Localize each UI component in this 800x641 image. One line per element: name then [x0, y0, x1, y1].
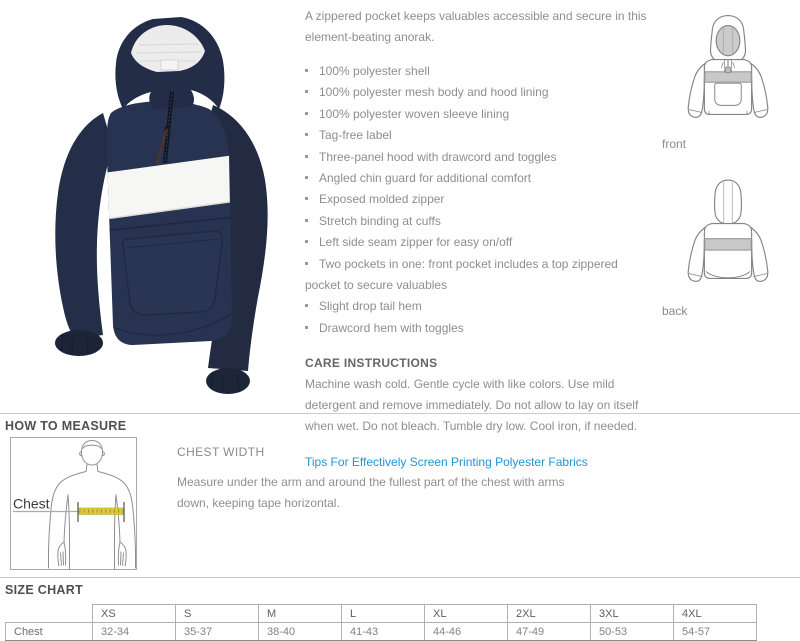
chest-measurement-row: [6, 623, 757, 641]
screen-printing-tips-link[interactable]: Tips For Effectively Screen Printing Polyester Fabrics: [305, 455, 588, 470]
chest-value: 38-40: [259, 623, 342, 641]
measure-figure-box: [10, 437, 137, 570]
feature-item: Angled chin guard for additional comfort: [305, 168, 652, 189]
size-column-header: S: [176, 605, 259, 623]
size-column-header: 3XL: [591, 605, 674, 623]
section-divider: [0, 413, 800, 414]
feature-item: 100% polyester mesh body and hood lining: [305, 82, 652, 103]
size-column-header: 2XL: [508, 605, 591, 623]
how-to-measure-heading: HOW TO MEASURE: [5, 419, 127, 433]
feature-item: Exposed molded zipper: [305, 189, 652, 210]
care-instructions-heading: CARE INSTRUCTIONS: [305, 356, 438, 371]
feature-item: Tag-free label: [305, 125, 652, 146]
size-column-header: L: [342, 605, 425, 623]
size-column-header: 4XL: [674, 605, 757, 623]
product-description: [305, 6, 652, 473]
chest-value: 32-34: [93, 623, 176, 641]
size-column-header: XL: [425, 605, 508, 623]
front-sketch-label: front: [662, 137, 687, 151]
chest-value: 50-53: [591, 623, 674, 641]
feature-item: Drawcord hem with toggles: [305, 318, 652, 339]
size-column-header: M: [259, 605, 342, 623]
size-chart-header-row: [6, 605, 757, 623]
back-sketch: [676, 170, 780, 296]
product-intro: A zippered pocket keeps valuables accessible and secure in this element-beating anorak.: [305, 9, 647, 44]
feature-item: Stretch binding at cuffs: [305, 211, 652, 232]
chest-value: 44-46: [425, 623, 508, 641]
feature-item: Two pockets in one: front pocket includes a top zippered pocket to secure valuables: [305, 254, 652, 297]
size-chart-heading: SIZE CHART: [5, 583, 83, 597]
front-sketch: [676, 6, 780, 132]
chest-value: 47-49: [508, 623, 591, 641]
back-sketch-label: back: [662, 304, 688, 318]
chest-figure-label: Chest: [13, 495, 50, 512]
section-divider: [0, 577, 800, 578]
jacket-neck-tag: [161, 60, 178, 70]
chest-width-text: Measure under the arm and around the fullest part of the chest with arms down, keeping tape horizontal.: [177, 475, 565, 510]
feature-item: 100% polyester woven sleeve lining: [305, 104, 652, 125]
size-chart-blank-cell: [6, 605, 93, 623]
jacket-photo: [15, 5, 295, 405]
chest-value: 41-43: [342, 623, 425, 641]
jacket-left-sleeve: [55, 113, 113, 339]
feature-item: 100% polyester shell: [305, 61, 652, 82]
chest-value: 35-37: [176, 623, 259, 641]
chest-width-info: [177, 442, 579, 514]
size-chart-table: [5, 604, 757, 641]
feature-item: Left side seam zipper for easy on/off: [305, 232, 652, 253]
feature-item: Three-panel hood with drawcord and toggles: [305, 147, 652, 168]
chest-row-label: Chest: [6, 623, 93, 641]
feature-list: [305, 61, 652, 339]
measure-figure: [11, 438, 136, 569]
size-column-header: XS: [93, 605, 176, 623]
feature-item: Slight drop tail hem: [305, 296, 652, 317]
chest-width-title: CHEST WIDTH: [177, 445, 265, 459]
care-instructions-text: Machine wash cold. Gentle cycle with like colors. Use mild detergent and remove immediately. Do not allow to lay on itself when wet. Do not bleach. Tumble dry low. Cool iron, if needed.: [305, 377, 639, 434]
chest-value: 54-57: [674, 623, 757, 641]
